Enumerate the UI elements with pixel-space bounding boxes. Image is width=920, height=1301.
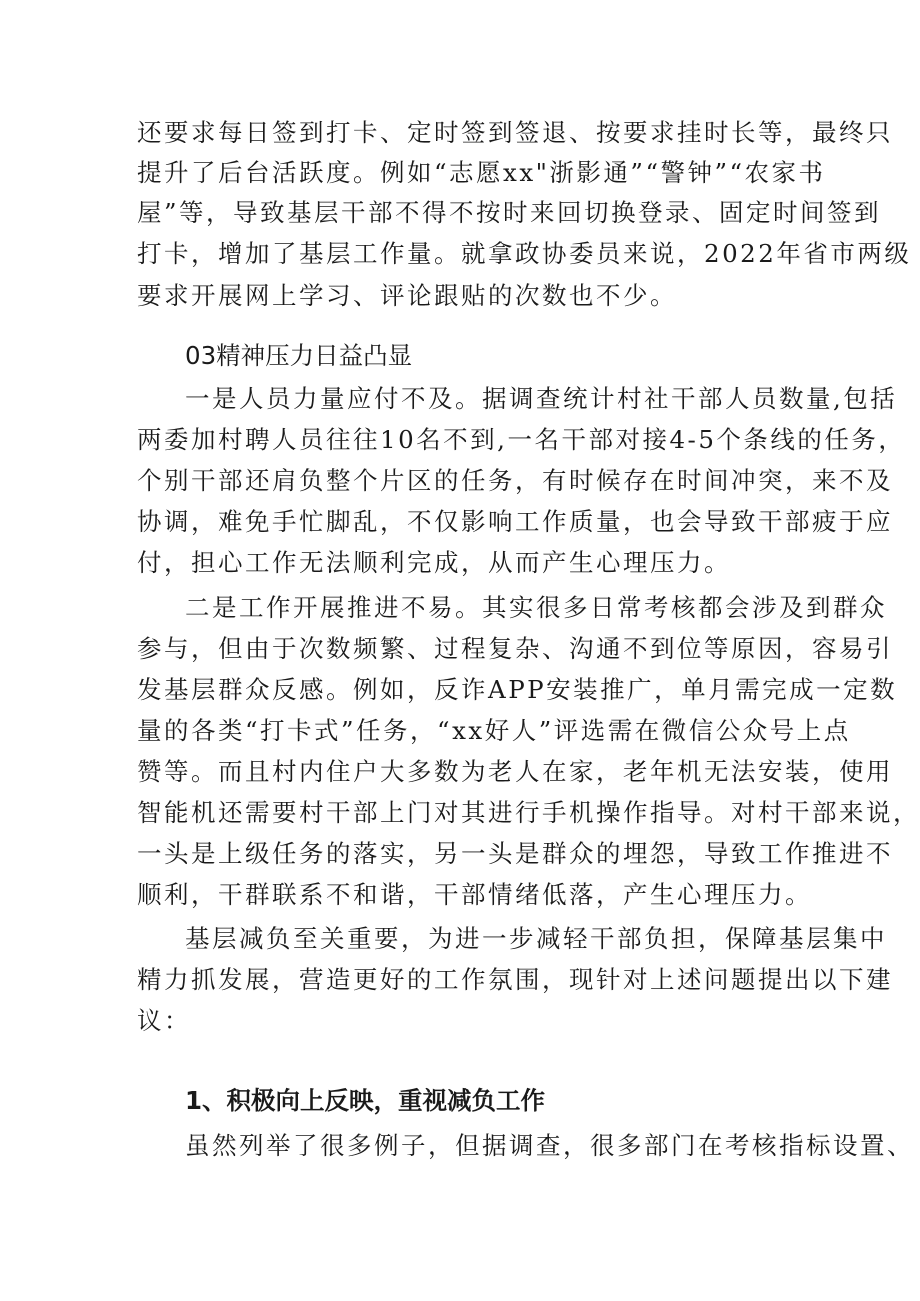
paragraph-line: 虽然列举了很多例子，但据调查，很多部门在考核指标设置、	[185, 1131, 914, 1160]
paragraph-line: 个别干部还肩负整个片区的任务，有时候存在时间冲突，来不及	[137, 466, 893, 495]
paragraph-line: 一头是上级任务的落实，另一头是群众的埋怨，导致工作推进不	[137, 839, 893, 868]
section-heading: 1、积极向上反映，重视减负工作	[185, 1086, 546, 1115]
paragraph-line: 精力抓发展，营造更好的工作氛围，现针对上述问题提出以下建	[137, 965, 893, 994]
paragraph-line: 提升了后台活跃度。例如“志愿xx"浙影通”“警钟”“农家书	[137, 158, 826, 187]
paragraph-line: 议：	[137, 1006, 191, 1035]
paragraph-line: 一是人员力量应付不及。据调查统计村社干部人员数量,包括	[185, 384, 898, 413]
paragraph-line: 顺利，干群联系不和谐，干部情绪低落，产生心理压力。	[137, 880, 812, 909]
paragraph-line: 赞等。而且村内住户大多数为老人在家，老年机无法安装，使用	[137, 757, 893, 786]
paragraph-line: 屋”等，导致基层干部不得不按时来回切换登录、固定时间签到	[137, 198, 882, 227]
paragraph-line: 二是工作开展推进不易。其实很多日常考核都会涉及到群众	[185, 593, 887, 622]
paragraph-line: 协调，难免手忙脚乱，不仅影响工作质量，也会导致干部疲于应	[137, 507, 893, 536]
paragraph-line: 发基层群众反感。例如，反诈APP安装推广，单月需完成一定数	[137, 675, 898, 704]
paragraph-line: 付，担心工作无法顺利完成，从而产生心理压力。	[137, 548, 731, 577]
paragraph-line: 打卡，增加了基层工作量。就拿政协委员来说，2022年省市两级	[137, 239, 912, 268]
paragraph-line: 要求开展网上学习、评论跟贴的次数也不少。	[137, 281, 677, 310]
paragraph-line: 还要求每日签到打卡、定时签到签退、按要求挂时长等，最终只	[137, 118, 893, 147]
paragraph-line: 智能机还需要村干部上门对其进行手机操作指导。对村干部来说，	[137, 798, 920, 827]
section-heading: 03精神压力日益凸显	[185, 341, 413, 370]
paragraph-line: 基层减负至关重要，为进一步减轻干部负担，保障基层集中	[185, 924, 887, 953]
paragraph-line: 两委加村聘人员往往10名不到,一名干部对接4-5个条线的任务，	[137, 425, 906, 454]
paragraph-line: 参与，但由于次数频繁、过程复杂、沟通不到位等原因，容易引	[137, 634, 893, 663]
paragraph-line: 量的各类“打卡式”任务，“xx好人”评选需在微信公众号上点	[137, 716, 851, 745]
